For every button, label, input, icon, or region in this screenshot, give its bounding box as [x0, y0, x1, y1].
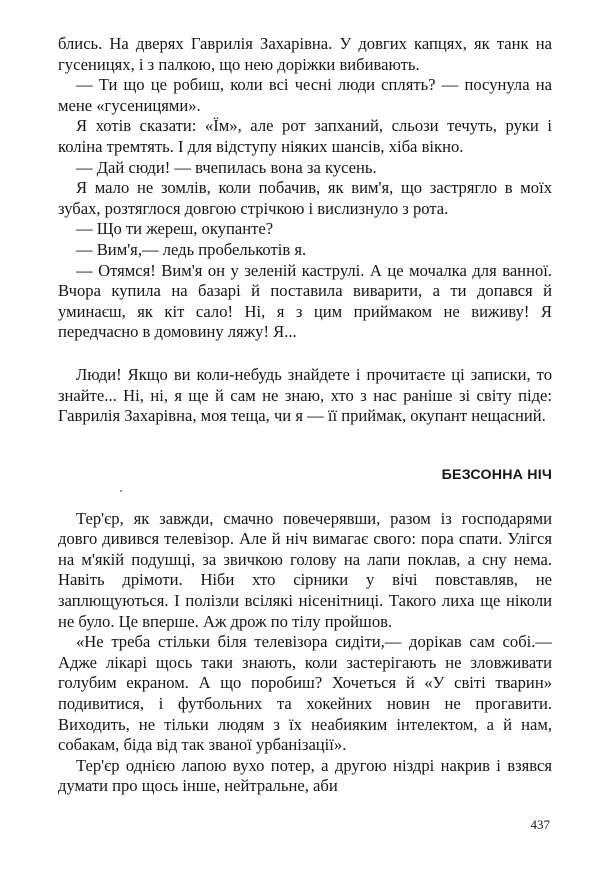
paragraph: — Що ти жереш, окупанте?	[76, 219, 274, 239]
page-number: 437	[530, 817, 550, 832]
paragraph: блись. На дверях Гаврилія Захарівна. У довгих капцях, як танк на гусеницях, і з палкою, що нею доріжки вибивають.	[58, 34, 552, 74]
book-page-text	[58, 34, 552, 797]
paragraph: Я хотів сказати: «Їм», але рот запханий, сльози течуть, руки і коліна тремтять. І для відступу ніяких шансів, хіба вікно.	[58, 116, 552, 156]
paragraph: Я мало не зомлів, коли побачив, як вим'я, що застрягло в моїх зубах, розтяглося довгою стрічкою і вислизнуло з рота.	[58, 178, 552, 218]
spacer	[58, 427, 552, 461]
closing-paragraph: Люди! Якщо ви коли-небудь знайдете і прочитаєте ці записки, то знайте... Ні, ні, я ще й сам не знаю, хто з нас раніше зі світу піде: Гаврилія Захарівна, моя теща, чи я — її приймак, окупант нещасний.	[58, 364, 552, 426]
paragraph: — Ти що це робиш, коли всі чесні люди сплять? — посунула на мене «гусеницями».	[58, 75, 552, 115]
print-speck	[120, 490, 122, 492]
paragraph: Тер'єр, як завжди, смачно повечерявши, разом із господарями довго дивився телевізор. Але й ніч вимагає свого: пора спати. Улігся на м'якій подушці, за звичкою голову на лапи поклав, а сну нема. Навіть дрімоти. Ніби хто сірники у вічі повставляв, не заплющуються. І полізли всілякі нісенітниці. Такого лиха ще ніколи не було. Це вперше. Аж дрож по тілу пройшов.	[58, 508, 552, 631]
section-title: БЕЗСОННА НІЧ	[441, 466, 552, 483]
paragraph: — Вим'я,— ледь пробелькотів я.	[76, 239, 307, 259]
spacer	[58, 485, 552, 509]
paragraph: «Не треба стільки біля телевізора сидіти,— дорікав сам собі.— Адже лікарі щось таки знають, коли застерігають не зловживати голубим екраном. А що поробиш? Хочеться й «У світі тварин» подивитися, і футбольних та хокейних новин не прогавити. Виходить, не тільки людям з їх неабияким інтелектом, а й нам, собакам, біда від так званої урбанізації».	[58, 632, 552, 755]
paragraph: — Дай сюди! — вчепилась вона за кусень.	[76, 157, 377, 177]
paragraph: — Отямся! Вим'я он у зеленій каструлі. А це мочалка для ванної. Вчора купила на базарі й поставила виварити, а ти допався й уминаєш, як кіт сало! Ні, я з цим приймаком не виживу! Я передчасно в домовину ляжу! Я...	[58, 260, 552, 342]
paragraph: Тер'єр однією лапою вухо потер, а другою ніздрі накрив і взявся думати про щось інше, нейтральне, аби	[58, 755, 552, 796]
spacer	[58, 343, 552, 365]
